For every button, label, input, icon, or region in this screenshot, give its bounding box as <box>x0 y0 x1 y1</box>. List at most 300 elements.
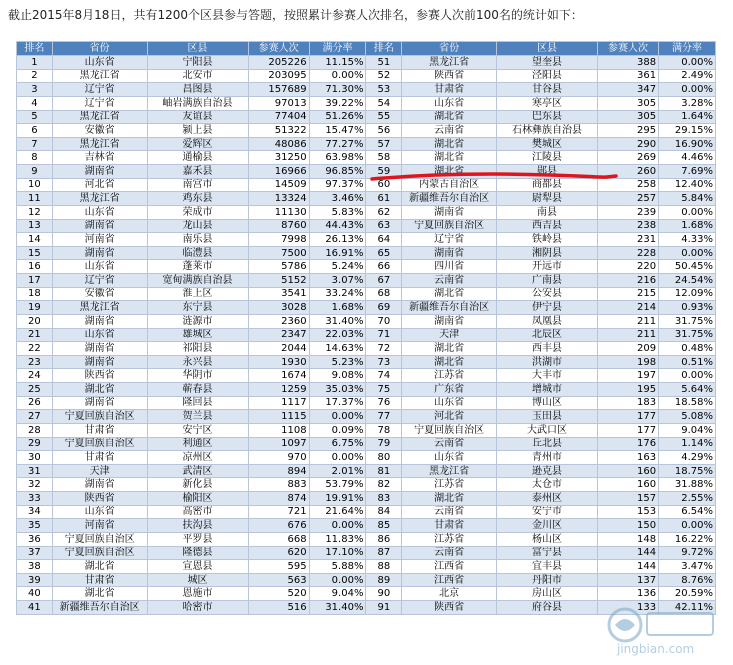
cell-rank-2: 83 <box>366 492 402 506</box>
cell-full-score-rate: 0.00% <box>309 519 366 533</box>
cell-county: 昌图县 <box>147 83 248 97</box>
cell-rank: 31 <box>17 464 53 478</box>
cell-rank-2: 85 <box>366 519 402 533</box>
cell-rank-2: 54 <box>366 96 402 110</box>
cell-full-score-rate: 0.09% <box>309 423 366 437</box>
cell-province-2: 宁夏回族自治区 <box>402 219 497 233</box>
cell-rank: 40 <box>17 587 53 601</box>
cell-full-score-rate: 51.26% <box>309 110 366 124</box>
table-row <box>17 233 716 247</box>
table-row <box>17 56 716 70</box>
cell-participants: 97013 <box>248 96 309 110</box>
cell-participants: 1259 <box>248 383 309 397</box>
cell-participants-2: 211 <box>598 314 659 328</box>
cell-rank-2: 78 <box>366 423 402 437</box>
cell-full-score-rate-2: 4.29% <box>659 451 716 465</box>
cell-rank: 10 <box>17 178 53 192</box>
cell-participants: 520 <box>248 587 309 601</box>
cell-participants-2: 228 <box>598 246 659 260</box>
cell-province: 吉林省 <box>52 151 147 165</box>
cell-participants: 668 <box>248 532 309 546</box>
cell-county-2: 西丰县 <box>496 342 597 356</box>
cell-full-score-rate: 0.00% <box>309 451 366 465</box>
cell-participants-2: 260 <box>598 165 659 179</box>
cell-participants-2: 257 <box>598 192 659 206</box>
cell-county-2: 房山区 <box>496 587 597 601</box>
cell-full-score-rate-2: 24.54% <box>659 274 716 288</box>
cell-rank-2: 79 <box>366 437 402 451</box>
cell-county: 临澧县 <box>147 246 248 260</box>
cell-full-score-rate-2: 0.93% <box>659 301 716 315</box>
cell-rank-2: 60 <box>366 178 402 192</box>
header-participants-2: 参赛人次 <box>598 42 659 56</box>
cell-participants: 721 <box>248 505 309 519</box>
cell-county-2: 洪湖市 <box>496 355 597 369</box>
cell-county-2: 广南县 <box>496 274 597 288</box>
cell-rank-2: 90 <box>366 587 402 601</box>
cell-province-2: 陕西省 <box>402 69 497 83</box>
cell-rank: 33 <box>17 492 53 506</box>
cell-participants: 883 <box>248 478 309 492</box>
cell-participants-2: 238 <box>598 219 659 233</box>
cell-rank-2: 70 <box>366 314 402 328</box>
cell-province-2: 天津 <box>402 328 497 342</box>
cell-participants: 676 <box>248 519 309 533</box>
cell-participants-2: 305 <box>598 110 659 124</box>
cell-county: 安宁区 <box>147 423 248 437</box>
cell-rank-2: 67 <box>366 274 402 288</box>
cell-province: 天津 <box>52 464 147 478</box>
cell-rank-2: 59 <box>366 165 402 179</box>
table-row <box>17 69 716 83</box>
table-row <box>17 560 716 574</box>
cell-province: 湖北省 <box>52 383 147 397</box>
cell-province-2: 云南省 <box>402 124 497 138</box>
table-row <box>17 519 716 533</box>
table-row <box>17 328 716 342</box>
header-county-2: 区县 <box>496 42 597 56</box>
table-row <box>17 151 716 165</box>
cell-rank: 32 <box>17 478 53 492</box>
cell-rank-2: 91 <box>366 601 402 615</box>
cell-participants-2: 211 <box>598 328 659 342</box>
table-row <box>17 246 716 260</box>
cell-participants-2: 150 <box>598 519 659 533</box>
table-row <box>17 369 716 383</box>
cell-full-score-rate: 2.01% <box>309 464 366 478</box>
cell-participants-2: 258 <box>598 178 659 192</box>
cell-participants-2: 137 <box>598 573 659 587</box>
cell-county: 宣恩县 <box>147 560 248 574</box>
cell-participants-2: 160 <box>598 464 659 478</box>
cell-full-score-rate-2: 2.55% <box>659 492 716 506</box>
cell-participants: 595 <box>248 560 309 574</box>
cell-full-score-rate: 53.79% <box>309 478 366 492</box>
table-row <box>17 546 716 560</box>
cell-province-2: 湖南省 <box>402 246 497 260</box>
cell-participants-2: 144 <box>598 546 659 560</box>
cell-county-2: 泰州区 <box>496 492 597 506</box>
cell-participants-2: 176 <box>598 437 659 451</box>
cell-rank: 7 <box>17 137 53 151</box>
cell-participants-2: 305 <box>598 96 659 110</box>
cell-province-2: 黑龙江省 <box>402 56 497 70</box>
cell-province-2: 湖北省 <box>402 492 497 506</box>
cell-county-2: 石林彝族自治县 <box>496 124 597 138</box>
header-full-score-rate: 满分率 <box>309 42 366 56</box>
cell-full-score-rate-2: 9.04% <box>659 423 716 437</box>
cell-province: 安徽省 <box>52 287 147 301</box>
cell-participants-2: 163 <box>598 451 659 465</box>
cell-county: 荣成市 <box>147 205 248 219</box>
cell-full-score-rate: 97.37% <box>309 178 366 192</box>
cell-rank: 34 <box>17 505 53 519</box>
cell-province-2: 云南省 <box>402 546 497 560</box>
cell-full-score-rate-2: 5.64% <box>659 383 716 397</box>
cell-participants: 205226 <box>248 56 309 70</box>
cell-full-score-rate-2: 1.64% <box>659 110 716 124</box>
cell-county-2: 杨山区 <box>496 532 597 546</box>
cell-participants: 1930 <box>248 355 309 369</box>
cell-county: 东宁县 <box>147 301 248 315</box>
cell-county-2: 安宁市 <box>496 505 597 519</box>
cell-province: 宁夏回族自治区 <box>52 546 147 560</box>
cell-rank-2: 89 <box>366 573 402 587</box>
cell-participants-2: 361 <box>598 69 659 83</box>
cell-participants-2: 177 <box>598 423 659 437</box>
cell-full-score-rate: 96.85% <box>309 165 366 179</box>
cell-county: 高密市 <box>147 505 248 519</box>
cell-participants: 157689 <box>248 83 309 97</box>
cell-participants-2: 157 <box>598 492 659 506</box>
cell-province: 黑龙江省 <box>52 301 147 315</box>
cell-participants-2: 197 <box>598 369 659 383</box>
cell-county: 宽甸满族自治县 <box>147 274 248 288</box>
cell-county-2: 南县 <box>496 205 597 219</box>
cell-rank: 2 <box>17 69 53 83</box>
table-row <box>17 83 716 97</box>
cell-full-score-rate-2: 3.47% <box>659 560 716 574</box>
cell-participants: 13324 <box>248 192 309 206</box>
cell-participants: 14509 <box>248 178 309 192</box>
cell-participants: 3541 <box>248 287 309 301</box>
cell-province: 新疆维吾尔自治区 <box>52 601 147 615</box>
cell-full-score-rate-2: 12.09% <box>659 287 716 301</box>
cell-province: 山东省 <box>52 56 147 70</box>
cell-full-score-rate: 5.83% <box>309 205 366 219</box>
cell-rank-2: 56 <box>366 124 402 138</box>
cell-province-2: 辽宁省 <box>402 233 497 247</box>
cell-full-score-rate-2: 6.54% <box>659 505 716 519</box>
cell-rank: 25 <box>17 383 53 397</box>
cell-county: 雄城区 <box>147 328 248 342</box>
cell-province-2: 江西省 <box>402 560 497 574</box>
cell-full-score-rate-2: 0.00% <box>659 83 716 97</box>
cell-full-score-rate: 44.43% <box>309 219 366 233</box>
cell-participants-2: 239 <box>598 205 659 219</box>
cell-province-2: 江西省 <box>402 573 497 587</box>
cell-full-score-rate-2: 5.84% <box>659 192 716 206</box>
table-row <box>17 274 716 288</box>
table-row <box>17 219 716 233</box>
cell-rank: 4 <box>17 96 53 110</box>
cell-county: 扶沟县 <box>147 519 248 533</box>
cell-participants-2: 216 <box>598 274 659 288</box>
cell-full-score-rate: 35.03% <box>309 383 366 397</box>
cell-rank: 21 <box>17 328 53 342</box>
cell-county-2: 丘北县 <box>496 437 597 451</box>
cell-county: 凉州区 <box>147 451 248 465</box>
table-row <box>17 478 716 492</box>
cell-rank: 19 <box>17 301 53 315</box>
cell-province: 甘肃省 <box>52 451 147 465</box>
red-underline-mark <box>370 168 618 184</box>
cell-province-2: 山东省 <box>402 451 497 465</box>
cell-province-2: 湖北省 <box>402 137 497 151</box>
cell-participants-2: 144 <box>598 560 659 574</box>
header-row <box>17 42 716 56</box>
watermark-text: jingbian.com <box>617 642 695 656</box>
cell-participants: 620 <box>248 546 309 560</box>
cell-county-2: 富宁县 <box>496 546 597 560</box>
cell-county: 蓬莱市 <box>147 260 248 274</box>
cell-county-2: 凤凰县 <box>496 314 597 328</box>
cell-county-2: 尉犁县 <box>496 192 597 206</box>
header-full-score-rate-2: 满分率 <box>659 42 716 56</box>
table-row <box>17 314 716 328</box>
cell-participants: 1674 <box>248 369 309 383</box>
cell-rank-2: 81 <box>366 464 402 478</box>
cell-participants: 1117 <box>248 396 309 410</box>
cell-rank-2: 86 <box>366 532 402 546</box>
cell-province: 甘肃省 <box>52 573 147 587</box>
cell-county-2: 宜丰县 <box>496 560 597 574</box>
cell-full-score-rate: 31.40% <box>309 601 366 615</box>
cell-province-2: 湖南省 <box>402 314 497 328</box>
cell-county: 祁阳县 <box>147 342 248 356</box>
cell-participants: 5152 <box>248 274 309 288</box>
cell-province-2: 北京 <box>402 587 497 601</box>
cell-rank-2: 74 <box>366 369 402 383</box>
cell-province: 陕西省 <box>52 492 147 506</box>
cell-full-score-rate-2: 9.72% <box>659 546 716 560</box>
cell-rank: 37 <box>17 546 53 560</box>
cell-participants-2: 388 <box>598 56 659 70</box>
cell-rank: 15 <box>17 246 53 260</box>
cell-full-score-rate-2: 31.88% <box>659 478 716 492</box>
cell-province: 湖南省 <box>52 165 147 179</box>
cell-rank: 41 <box>17 601 53 615</box>
header-rank: 排名 <box>17 42 53 56</box>
cell-full-score-rate: 0.00% <box>309 410 366 424</box>
cell-county-2: 开远市 <box>496 260 597 274</box>
cell-participants: 3028 <box>248 301 309 315</box>
cell-full-score-rate-2: 0.00% <box>659 519 716 533</box>
cell-full-score-rate-2: 42.11% <box>659 601 716 615</box>
cell-province: 山东省 <box>52 328 147 342</box>
table-row <box>17 260 716 274</box>
cell-county: 宁阳县 <box>147 56 248 70</box>
cell-province: 河南省 <box>52 233 147 247</box>
cell-rank-2: 80 <box>366 451 402 465</box>
cell-full-score-rate: 3.07% <box>309 274 366 288</box>
cell-full-score-rate-2: 29.15% <box>659 124 716 138</box>
cell-rank-2: 55 <box>366 110 402 124</box>
table-row <box>17 410 716 424</box>
cell-county: 榆阳区 <box>147 492 248 506</box>
cell-rank: 36 <box>17 532 53 546</box>
cell-county: 隆德县 <box>147 546 248 560</box>
cell-province: 宁夏回族自治区 <box>52 532 147 546</box>
cell-county-2: 逊克县 <box>496 464 597 478</box>
cell-county-2: 伊宁县 <box>496 301 597 315</box>
cell-full-score-rate: 5.24% <box>309 260 366 274</box>
cell-rank-2: 87 <box>366 546 402 560</box>
table-row <box>17 355 716 369</box>
cell-participants: 970 <box>248 451 309 465</box>
cell-rank: 24 <box>17 369 53 383</box>
cell-county: 友谊县 <box>147 110 248 124</box>
cell-full-score-rate: 17.37% <box>309 396 366 410</box>
cell-participants-2: 290 <box>598 137 659 151</box>
cell-county-2: 增城市 <box>496 383 597 397</box>
cell-rank-2: 65 <box>366 246 402 260</box>
cell-participants-2: 295 <box>598 124 659 138</box>
cell-province-2: 内蒙古自治区 <box>402 178 497 192</box>
ranking-table <box>16 41 716 615</box>
table-row <box>17 192 716 206</box>
cell-rank-2: 51 <box>366 56 402 70</box>
cell-county: 永兴县 <box>147 355 248 369</box>
cell-rank: 18 <box>17 287 53 301</box>
table-row <box>17 383 716 397</box>
cell-participants-2: 231 <box>598 233 659 247</box>
cell-rank: 9 <box>17 165 53 179</box>
cell-full-score-rate-2: 18.75% <box>659 464 716 478</box>
cell-participants: 2360 <box>248 314 309 328</box>
cell-rank-2: 88 <box>366 560 402 574</box>
cell-county-2: 甘谷县 <box>496 83 597 97</box>
cell-participants: 16966 <box>248 165 309 179</box>
cell-rank: 27 <box>17 410 53 424</box>
cell-province: 山东省 <box>52 205 147 219</box>
cell-rank: 20 <box>17 314 53 328</box>
cell-province-2: 湖北省 <box>402 287 497 301</box>
cell-full-score-rate-2: 16.90% <box>659 137 716 151</box>
cell-county: 龙山县 <box>147 219 248 233</box>
cell-province: 湖北省 <box>52 560 147 574</box>
cell-full-score-rate: 71.30% <box>309 83 366 97</box>
cell-county: 颍上县 <box>147 124 248 138</box>
cell-full-score-rate: 16.91% <box>309 246 366 260</box>
cell-county: 贺兰县 <box>147 410 248 424</box>
cell-rank: 6 <box>17 124 53 138</box>
cell-participants: 563 <box>248 573 309 587</box>
cell-rank: 23 <box>17 355 53 369</box>
cell-county-2: 江陵县 <box>496 151 597 165</box>
cell-full-score-rate-2: 0.51% <box>659 355 716 369</box>
cell-province-2: 陕西省 <box>402 601 497 615</box>
cell-county-2: 太仓市 <box>496 478 597 492</box>
cell-county-2: 博山区 <box>496 396 597 410</box>
table-row <box>17 287 716 301</box>
cell-county: 通榆县 <box>147 151 248 165</box>
cell-province: 黑龙江省 <box>52 69 147 83</box>
cell-county-2: 公安县 <box>496 287 597 301</box>
cell-province-2: 云南省 <box>402 505 497 519</box>
cell-rank: 35 <box>17 519 53 533</box>
cell-full-score-rate: 77.27% <box>309 137 366 151</box>
cell-rank-2: 77 <box>366 410 402 424</box>
cell-rank-2: 63 <box>366 219 402 233</box>
cell-rank-2: 61 <box>366 192 402 206</box>
table-header <box>17 42 716 56</box>
cell-full-score-rate: 15.47% <box>309 124 366 138</box>
cell-province-2: 新疆维吾尔自治区 <box>402 192 497 206</box>
cell-county: 淮上区 <box>147 287 248 301</box>
cell-participants-2: 215 <box>598 287 659 301</box>
cell-participants: 1097 <box>248 437 309 451</box>
cell-province-2: 江苏省 <box>402 369 497 383</box>
cell-full-score-rate-2: 0.00% <box>659 56 716 70</box>
cell-rank: 11 <box>17 192 53 206</box>
cell-full-score-rate: 3.46% <box>309 192 366 206</box>
cell-province-2: 黑龙江省 <box>402 464 497 478</box>
cell-participants-2: 195 <box>598 383 659 397</box>
cell-province-2: 湖北省 <box>402 342 497 356</box>
cell-rank: 28 <box>17 423 53 437</box>
cell-full-score-rate: 9.04% <box>309 587 366 601</box>
cell-rank: 38 <box>17 560 53 574</box>
cell-rank-2: 69 <box>366 301 402 315</box>
cell-county: 南宫市 <box>147 178 248 192</box>
cell-province-2: 新疆维吾尔自治区 <box>402 301 497 315</box>
cell-rank: 26 <box>17 396 53 410</box>
cell-county: 爱辉区 <box>147 137 248 151</box>
cell-county: 嘉禾县 <box>147 165 248 179</box>
cell-county-2: 金川区 <box>496 519 597 533</box>
cell-full-score-rate-2: 20.59% <box>659 587 716 601</box>
cell-province-2: 甘肃省 <box>402 519 497 533</box>
cell-rank-2: 76 <box>366 396 402 410</box>
cell-rank: 29 <box>17 437 53 451</box>
cell-county-2: 西吉县 <box>496 219 597 233</box>
cell-province: 河南省 <box>52 519 147 533</box>
cell-province: 甘肃省 <box>52 423 147 437</box>
cell-rank: 14 <box>17 233 53 247</box>
cell-rank: 1 <box>17 56 53 70</box>
cell-province: 陕西省 <box>52 369 147 383</box>
cell-participants: 8760 <box>248 219 309 233</box>
table-row <box>17 342 716 356</box>
table-row <box>17 492 716 506</box>
cell-province: 湖南省 <box>52 246 147 260</box>
cell-participants-2: 183 <box>598 396 659 410</box>
watermark-logo <box>603 603 723 659</box>
cell-county: 利通区 <box>147 437 248 451</box>
cell-participants-2: 198 <box>598 355 659 369</box>
cell-full-score-rate: 11.15% <box>309 56 366 70</box>
cell-full-score-rate-2: 50.45% <box>659 260 716 274</box>
table-row <box>17 396 716 410</box>
table-row <box>17 205 716 219</box>
cell-rank-2: 71 <box>366 328 402 342</box>
cell-county: 平罗县 <box>147 532 248 546</box>
cell-participants-2: 148 <box>598 532 659 546</box>
cell-participants: 7500 <box>248 246 309 260</box>
table-row <box>17 110 716 124</box>
cell-full-score-rate: 19.91% <box>309 492 366 506</box>
